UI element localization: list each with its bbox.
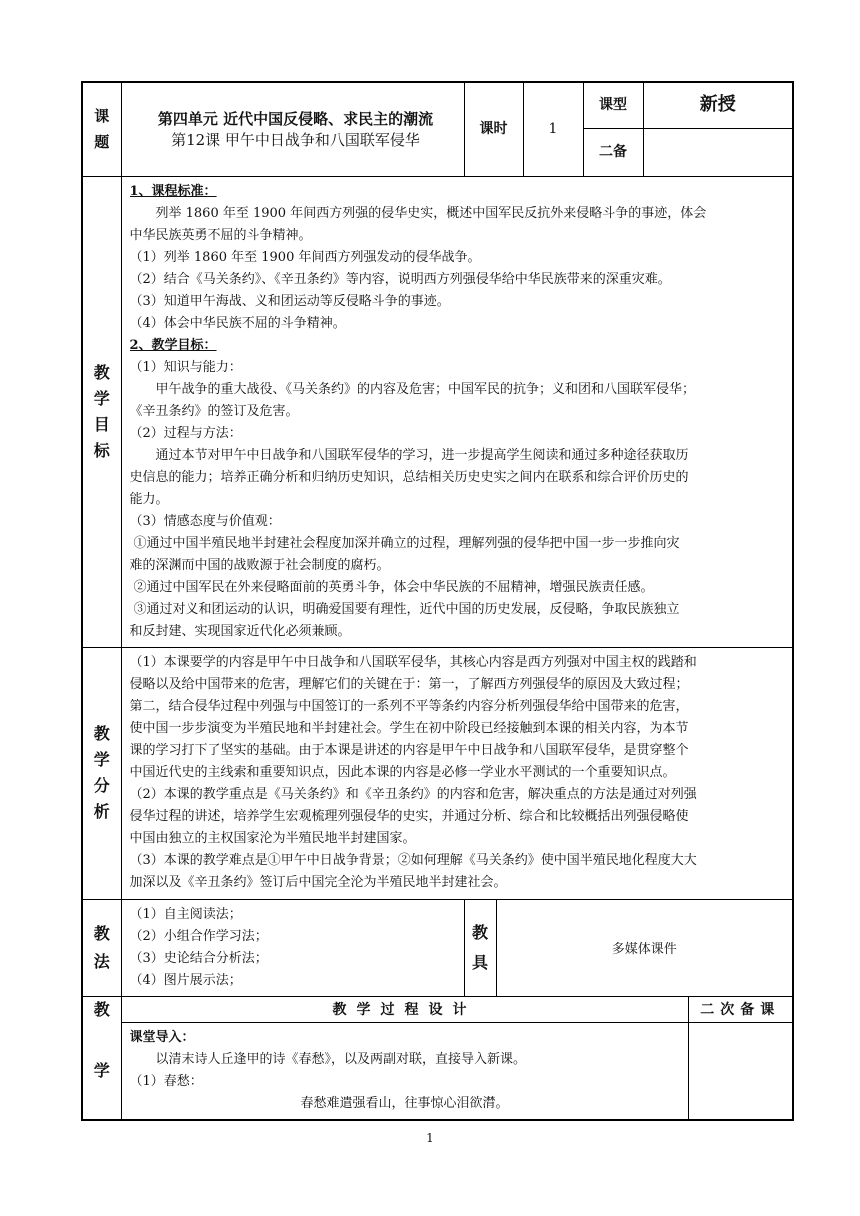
objective-emotion-text: ②通过中国军民在外来侵略面前的英勇斗争，体会中华民族的不屈精神，增强民族责任感。 xyxy=(133,579,654,595)
objective-knowledge-title: （1）知识与能力： xyxy=(129,359,242,375)
analysis-line: 第二，结合侵华过程中列强与中国签订的一系列不平等条约内容分析列强侵华给中国带来的危害， xyxy=(129,698,689,714)
keti-label: 课 题 xyxy=(82,82,121,176)
methods-content xyxy=(121,899,464,996)
kexing-label: 课型 xyxy=(583,82,643,128)
analysis-line: （3）本课的教学难点是①甲午中日战争背景；②如何理解《马关条约》使中国半殖民地化程度大大 xyxy=(129,852,697,868)
analysis-line: （1）本课要学的内容是甲午中日战争和八国联军侵华，其核心内容是西方列强对中国主权的践踏和 xyxy=(129,654,697,670)
second-prep-header: 二次备课 xyxy=(688,996,793,1023)
poem-line: 春愁难遣强看山，往事惊心泪欲潸。 xyxy=(300,1096,509,1111)
analysis-line: （2）本课的教学重点是《马关条约》和《辛丑条约》的内容和危害，解决重点的方法是通过对列强 xyxy=(129,786,697,802)
lesson-title-cell xyxy=(121,82,464,176)
standards-heading: 1、课程标准： xyxy=(129,183,217,199)
analysis-line: 中国由独立的主权国家沦为半殖民地半封建国家。 xyxy=(129,830,416,846)
tools-value: 多媒体课件 xyxy=(496,899,793,996)
method-item: （2）小组合作学习法； xyxy=(129,928,268,944)
methods-label: 教 法 xyxy=(82,899,121,996)
standards-text: 列举 1860 年至 1900 年间西方列强的侵华史实，概述中国军民反抗外来侵略斗争的事迹，体会 xyxy=(155,205,707,221)
standards-item: （2）结合《马关条约》、《辛丑条约》等内容，说明西方列强侵华给中华民族带来的深重灾难。 xyxy=(129,271,671,287)
objective-emotion-title: （3）情感态度与价值观： xyxy=(129,513,281,529)
objectives-heading: 2、教学目标： xyxy=(129,337,217,353)
method-item: （1）自主阅读法； xyxy=(129,906,242,922)
objective-process-text-cont: 能力。 xyxy=(129,491,169,507)
method-item: （4）图片展示法； xyxy=(129,972,242,988)
keshi-value: 1 xyxy=(523,82,583,176)
objective-knowledge-text-cont: 《辛丑条约》的签订及危害。 xyxy=(129,403,299,419)
process-content xyxy=(121,1023,688,1121)
intro-text: 以清末诗人丘逢甲的诗《春愁》，以及两副对联，直接导入新课。 xyxy=(155,1052,527,1067)
erbei-value xyxy=(643,128,793,176)
standards-text-cont: 中华民族英勇不屈的斗争精神。 xyxy=(129,227,312,243)
lesson-plan-table xyxy=(81,81,794,1121)
analysis-label: 教 学 分 析 xyxy=(82,647,121,899)
process-design-header: 教学过程设计 xyxy=(121,996,688,1023)
process-label-bottom: 学 xyxy=(82,1023,121,1121)
objective-emotion-text-cont: 难的深渊而中国的战败源于社会制度的腐朽。 xyxy=(129,557,390,573)
lesson-plan-page xyxy=(81,81,792,1121)
analysis-content xyxy=(121,647,793,899)
goals-content xyxy=(121,176,793,647)
analysis-line: 中国近代史的主线索和重要知识点，因此本课的内容是必修一学业水平测试的一个重要知识点。 xyxy=(129,764,676,780)
tools-label: 教 具 xyxy=(464,899,496,996)
second-prep-content xyxy=(688,1023,793,1121)
objective-process-text-cont: 史信息的能力；培养正确分析和归纳历史知识，总结相关历史史实之间内在联系和综合评价历史的 xyxy=(129,469,689,485)
method-item: （3）史论结合分析法； xyxy=(129,950,268,966)
standards-item: （1）列举 1860 年至 1900 年间西方列强发动的侵华战争。 xyxy=(129,249,481,265)
lesson-title: 第12课 甲午中日战争和八国联军侵华 xyxy=(171,131,420,150)
objective-knowledge-text: 甲午战争的重大战役、《马关条约》的内容及危害；中国军民的抗争；义和团和八国联军侵华； xyxy=(155,381,696,397)
objective-emotion-text: ①通过中国半殖民地半封建社会程度加深并确立的过程，理解列强的侵华把中国一步一步推向灾 xyxy=(133,535,680,551)
kexing-value: 新授 xyxy=(643,82,793,128)
objective-emotion-text: ③通过对义和团运动的认识，明确爱国要有理性，近代中国的历史发展，反侵略，争取民族独立 xyxy=(133,601,680,617)
standards-item: （3）知道甲午海战、义和团运动等反侵略斗争的事迹。 xyxy=(129,293,450,309)
intro-title: 课堂导入： xyxy=(129,1030,195,1045)
objective-emotion-text-cont: 和反封建、实现国家近代化必须兼顾。 xyxy=(129,623,351,639)
keshi-label: 课时 xyxy=(464,82,523,176)
page-number: 1 xyxy=(426,1131,434,1145)
standards-item: （4）体会中华民族不屈的斗争精神。 xyxy=(129,315,346,331)
analysis-line: 加深以及《辛丑条约》签订后中国完全沦为半殖民地半封建社会。 xyxy=(129,874,507,890)
process-label-top: 教 xyxy=(82,996,121,1023)
objective-process-text: 通过本节对甲午中日战争和八国联军侵华的学习，进一步提高学生阅读和通过多种途径获取历 xyxy=(155,447,689,463)
goals-label: 教 学 目 标 xyxy=(82,176,121,647)
analysis-line: 使中国一步步演变为半殖民地和半封建社会。学生在初中阶段已经接触到本课的相关内容，为本节 xyxy=(129,720,689,736)
unit-title: 第四单元 近代中国反侵略、求民主的潮流 xyxy=(157,110,434,129)
analysis-line: 侵华过程的讲述，培养学生宏观梳理列强侵华的史实，并通过分析、综合和比较概括出列强侵略使 xyxy=(129,808,689,824)
erbei-label: 二备 xyxy=(583,128,643,176)
poem-title: （1）春愁： xyxy=(129,1074,203,1089)
analysis-line: 侵略以及给中国带来的危害，理解它们的关键在于：第一，了解西方列强侵华的原因及大致过程； xyxy=(129,676,689,692)
analysis-line: 课的学习打下了坚实的基础。由于本课是讲述的内容是甲午中日战争和八国联军侵华，是贯穿整个 xyxy=(129,742,689,758)
objective-process-title: （2）过程与方法： xyxy=(129,425,242,441)
